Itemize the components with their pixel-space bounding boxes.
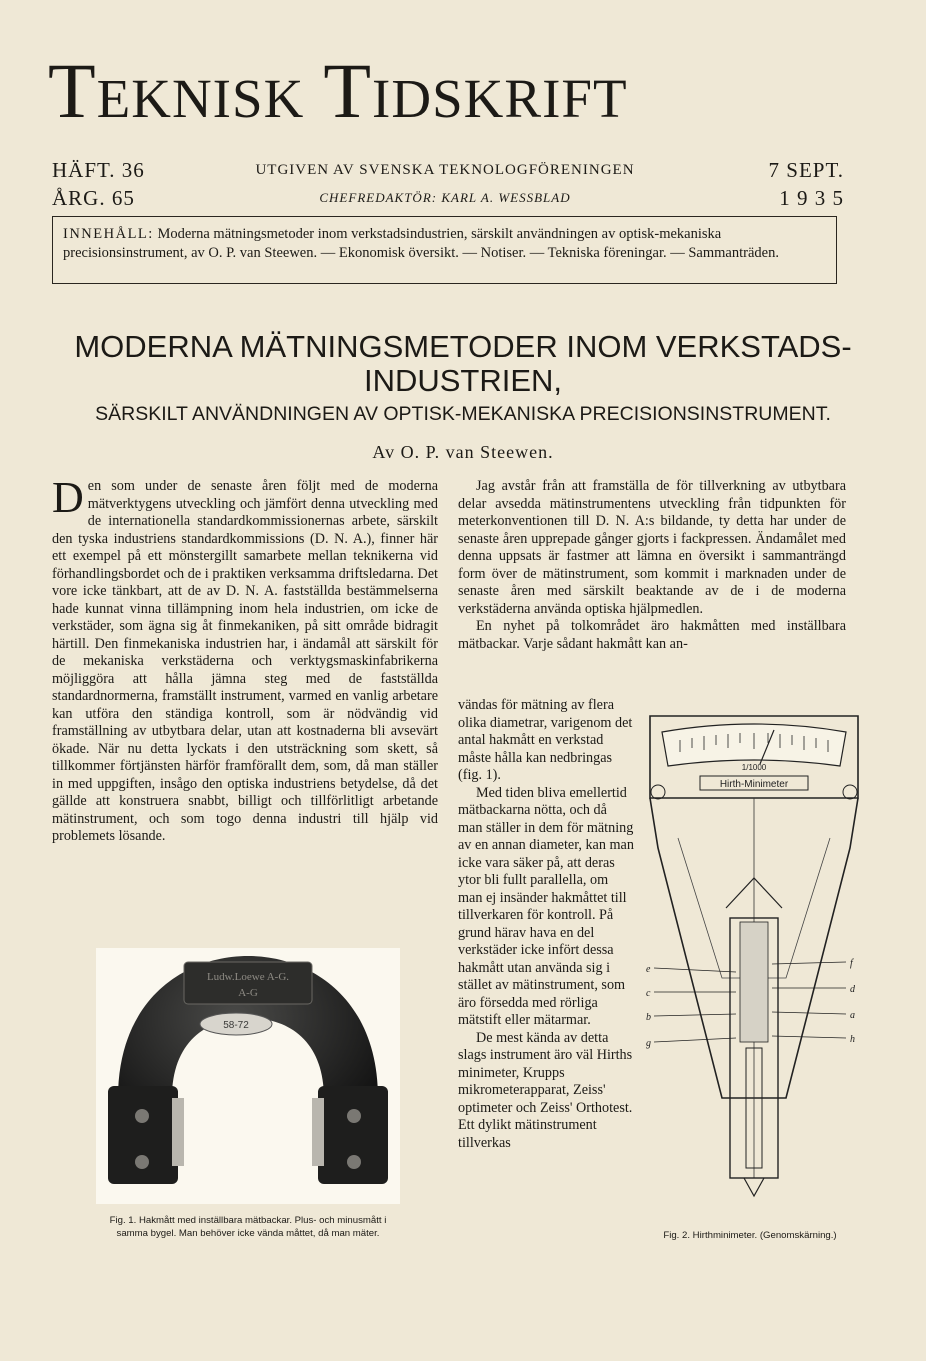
contents-label: INNEHÅLL: <box>63 226 154 242</box>
article-column-right <box>458 478 846 653</box>
article-column-left <box>52 473 438 846</box>
article-subtitle: SÄRSKILT ANVÄNDNINGEN AV OPTISK-MEKANISKA PRECISIONSINSTRUMENT. <box>95 403 831 425</box>
figure-2-drawing <box>640 708 868 1198</box>
fig2-label-c: c <box>646 988 651 999</box>
fig2-label-h: h <box>850 1034 855 1045</box>
fig2-label-a: a <box>850 1010 855 1021</box>
contents-box <box>52 216 837 284</box>
minimeter-diagram <box>640 708 868 1198</box>
caliper-gauge-image <box>96 948 400 1204</box>
fig2-label-e: e <box>646 964 651 975</box>
issue-year: 1 9 3 5 <box>779 186 844 210</box>
fig1-tag: 58-72 <box>223 1020 249 1031</box>
drop-cap: D <box>52 473 84 522</box>
fig2-scale: 1/1000 <box>741 763 767 772</box>
issue-date: 7 SEPT. <box>768 158 844 182</box>
fig2-label-d: d <box>850 984 855 995</box>
issue-number: HÄFT. 36 <box>52 158 145 182</box>
masthead-title: Teknisk Tidskrift <box>48 47 628 134</box>
fig1-plate-mid: A-G <box>238 987 258 999</box>
volume-number: ÅRG. 65 <box>52 186 135 210</box>
article-title-line2: INDUSTRIEN, <box>363 363 563 398</box>
fig1-plate-top: Ludw.Loewe A-G. <box>206 971 290 983</box>
article-column-right-narrow <box>458 697 634 1152</box>
paragraph: Jag avstår från att framställa de för tillverkning av utbytbara delar avsedda mätinstrumentens utveckling från tidpunkten för meterkonventionen till D. N. A:s bildande, ty detta har under de senaste åren upprepade gånger gjorts i fackpressen. Ändamålet med denna uppsats är fastmer att lämna en översikt i sammanträngd form över de mätinstrument, som kommit i marknaden under de senaste åren med särskilt beaktande av de i de moderna verkstäderna använda optiska hjälpmedlen. <box>458 478 846 617</box>
figure-2-caption: Fig. 2. Hirthminimeter. (Genomskärning.) <box>663 1230 837 1241</box>
paragraph: De mest kända av detta slags instrument äro väl Hirths minimeter, Krupps mikrometerapparat, Zeiss' optimeter och Zeiss' Orthotest. Ett dylikt mätinstrument tillverkas <box>458 1029 633 1151</box>
paragraph: vändas för mätning av flera olika diametrar, varigenom det antal hakmått en verkstad måste hålla kan nedbringas (fig. 1). <box>458 697 633 783</box>
article-title <box>40 330 886 398</box>
fig2-label-g: g <box>646 1038 651 1049</box>
editor-line: CHEFREDAKTÖR: KARL A. WESSBLAD <box>319 190 571 205</box>
article-title-line1: MODERNA MÄTNINGSMETODER INOM VERKSTADS- <box>74 329 852 364</box>
paragraph: En nyhet på tolkområdet äro hakmåtten med inställbara mätbackar. Varje sådant hakmått kan an- <box>458 618 846 652</box>
figure-1-caption: Fig. 1. Hakmått med inställbara mätbackar. Plus- och minusmått i samma bygel. Man behöver icke vända måttet, då man mäter. <box>109 1215 387 1239</box>
fig2-brand: Hirth-Minimeter <box>719 779 789 790</box>
publisher-line: UTGIVEN AV SVENSKA TEKNOLOGFÖRENINGEN <box>255 162 635 178</box>
paragraph: en som under de senaste åren följt med de moderna mätverktygens utveckling och jämfört denna utveckling med de internationella standardkommissionernas arbete, särskilt den tyska industriens standardkommissions (D. N. A.), finner här ett exempel på ett mönstergillt samarbete mellan teknikerna vid förhandlingsbordet och de i praktiken verksamma driftsledarna. Det vore icke tänkbart, att de av D. N. A. fastställda bestämmelserna hade kunnat vinna tillämpning inom hela industrien, om icke de verkstäder, som ägna sig åt finmekaniken, på sitt område bidragit härtill. Den finmekaniska industrien har, i ändamål att särskilt för de mekaniska verkstäderna och verktygsmaskinfabrikerna möjliggöra att hålla jämna steg med de fastställda standardnormerna, framställt instrument, varmed en vanlig arbetare kan utföra den ständiga kontroll, som är nödvändig vid framställning av utbytbara delar, utan att kostnaderna bli avsevärt ökade. När nu detta lyckats i den utsträckning som skett, så tillkommer förtjänsten härför framförallt dem, som, då man ställer in med uppgiften, insågo den optiska industriens betydelse, då det gällde att konstruera snabbt, billigt och tillförlitligt arbetande mätinstrument, och som togo denna industri till hjälp vid problemets lösande. <box>52 478 438 844</box>
figure-1-photo <box>96 948 400 1204</box>
article-author: Av O. P. van Steewen. <box>372 442 554 462</box>
fig2-label-b: b <box>646 1012 651 1023</box>
contents-text: Moderna mätningsmetoder inom verkstadsindustrien, särskilt användningen av optisk-mekaniska precisionsinstrument, av O. P. van Steewen. — Ekonomisk översikt. — Notiser. — Tekniska föreningar. — Sammanträden. <box>63 226 779 261</box>
paragraph: Med tiden bliva emellertid mätbackarna nötta, och då man ställer in dem för mätning av en annan diameter, kan man icke vara säker på, att deras ytor bli fullt parallella, om man ej insänder hakmåttet till tillverkaren för kontroll. På grund härav hava en del verkstäder icke infört dessa hakmått utan använda sig i stället av mätinstrument, som äro försedda med rörliga mätstift eller mätarmar. <box>458 784 634 1028</box>
fig2-label-f: f <box>850 958 853 969</box>
